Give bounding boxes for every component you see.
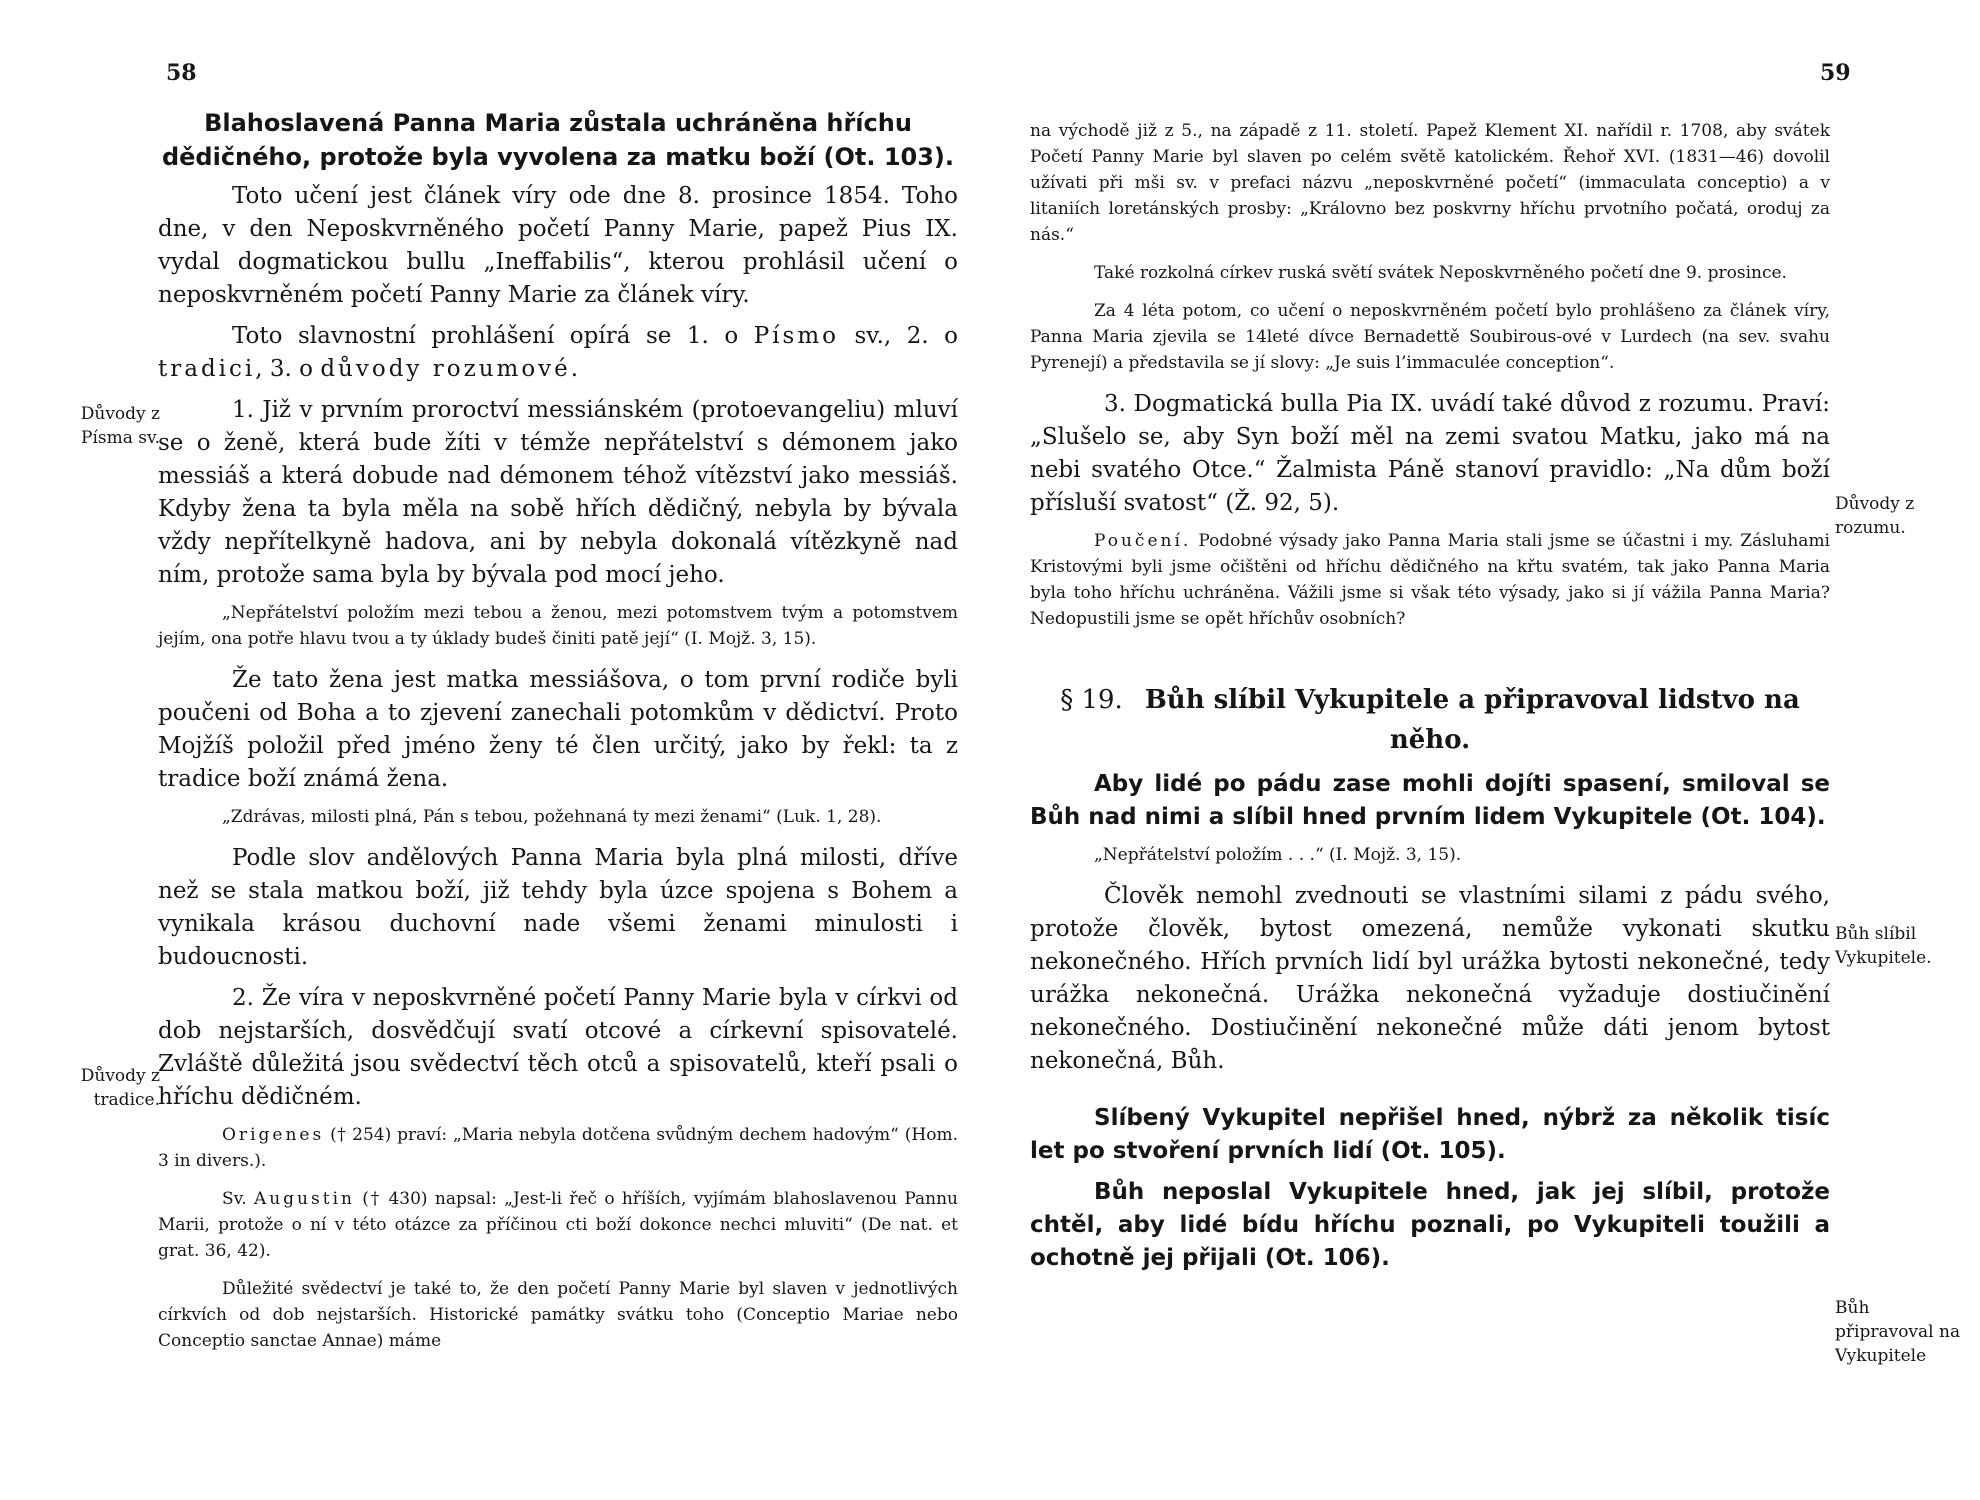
margin-note-tradice: Důvody z tradice. (80, 1066, 160, 1110)
paragraph: Že tato žena jest matka messiášova, o tom první rodiče byli poučeni od Boha a to zjevení zanechali potomkům v dědictví. Proto Mojžíš položil před jméno ženy té člen určitý, jako by řekl: ta z tradice boží známá žena. (158, 667, 958, 792)
page-number: 58 (166, 60, 197, 86)
text-run: († 254) praví: „Maria nebyla dotčena svůdným dechem hadovým“ (Hom. 3 in divers.). (158, 1125, 958, 1171)
paragraph-small: na východě již z 5., na západě z 11. století. Papež Klement XI. nařídil r. 1708, aby svátek Početí Panny Marie byl slaven po celém světě katolickém. Řehoř XVI. (1831—46) dovolil užívati při mši sv. v prefaci názvu „neposkvrněné početí“ (immaculata conceptio) a v litaniích loretánských prosby: „Královno bez poskvrny hříchu prvotního počatá, oroduj za nás.“ (1030, 121, 1830, 245)
paragraph: 2. Že víra v neposkvrněné početí Panny Marie byla v církvi od dob nejstarších, dosvědčují svatí otcové a církevní spisovatelé. Zvláště důležitá jsou svědectví těch otců a spisovatelů, kteří psali o hříchu dědičném. (158, 985, 958, 1110)
right-page (990, 0, 1980, 1500)
paragraph (158, 320, 958, 386)
paragraph-small: Za 4 léta potom, co učení o neposkvrněném početí bylo prohlášeno za článek víry, Panna Maria zjevila se 14leté dívce Bernadettě Soubirous-ové v Lurdech (na sev. svahu Pyrenejí) a představila se jí slovy: „Je suis l’immaculée conception“. (1030, 301, 1830, 373)
bold-statement: Bůh neposlal Vykupitele hned, jak jej slíbil, protože chtěl, aby lidé bídu hříchu poznali, po Vykupiteli toužili a ochotně jej přijali (Ot. 106). (1030, 1179, 1830, 1271)
section-number: § 19. (1060, 685, 1123, 715)
bold-statement: Aby lidé po pádu zase mohli dojíti spasení, smiloval se Bůh nad nimi a slíbil hned prvním lidem Vykupitele (Ot. 104). (1030, 771, 1830, 830)
emphasis-text: důvody rozumové (320, 356, 571, 382)
quotation: „Nepřátelství položím . . .“ (I. Mojž. 3, 15). (1094, 845, 1462, 865)
paragraph-small: Také rozkolná církev ruská světí svátek Neposkvrněného početí dne 9. prosince. (1094, 263, 1787, 283)
bold-statement: Slíbený Vykupitel nepřišel hned, nýbrž za několik tisíc let po stvoření prvních lidí (Ot. 105). (1030, 1105, 1830, 1164)
page-number: 59 (1820, 60, 1851, 86)
text-run: Toto slavnostní prohlášení opírá se 1. o (232, 323, 754, 349)
paragraph: Toto učení jest článek víry ode dne 8. prosince 1854. Toho dne, v den Neposkvrněného početí Panny Marie, papež Pius IX. vydal dogmatickou bullu „Ineffabilis“, kterou prohlásil učení o neposkvrněném početí Panny Marie za článek víry. (158, 183, 958, 308)
quotation (158, 1122, 958, 1174)
margin-note-pripravoval: Bůh připravoval na Vykupitele (1835, 1298, 1961, 1366)
paragraph: 1. Již v prvním proroctví messiánském (protoevangeliu) mluví se o ženě, která bude žíti v témže nepřátelství s démonem jako messiáš a která dobude nad démonem téhož vítězství jako messiáš. Kdyby žena ta byla měla na sobě hřích dědičný, nebyla by bývala vždy nepřítelkyně hadova, ani by nebyla dokonalá vítězkyně nad ním, protože sama byla by bývala pod mocí jeho. (158, 397, 958, 588)
paragraph: 3. Dogmatická bulla Pia IX. uvádí také důvod z rozumu. Praví: „Slušelo se, aby Syn boží měl na zemi svatou Matku, jako má na nebi svatého Otce.“ Žalmista Páně stanoví pravidlo: „Na dům boží přísluší svatost“ (Ž. 92, 5). (1030, 391, 1830, 516)
text-run: sv., 2. o (838, 323, 958, 349)
paragraph-small (1030, 528, 1830, 632)
quotation: „Zdrávas, milosti plná, Pán s tebou, požehnaná ty mezi ženami“ (Luk. 1, 28). (222, 807, 882, 827)
section-heading: Blahoslavená Panna Maria zůstala uchráněna hříchu dědičného, protože byla vyvolena za matku boží (Ot. 103). (161, 109, 955, 171)
emphasis-text: Poučení. (1094, 531, 1192, 551)
section-title (1030, 680, 1830, 760)
paragraph-small: Důležité svědectví je také to, že den početí Panny Marie byl slaven v jednotlivých církvích od dob nejstarších. Historické památky svátku toho (Conceptio Mariae nebo Conceptio sanctae Annae) máme (158, 1279, 958, 1351)
quotation: „Nepřátelství položím mezi tebou a ženou, mezi potomstvem tvým a potomstvem jejím, ona potře hlavu tvou a ty úklady budeš činiti patě její“ (I. Mojž. 3, 15). (158, 603, 958, 649)
text-run: , 3. o (255, 356, 321, 382)
text-run: . (570, 356, 579, 382)
right-text-column (1030, 118, 1830, 1283)
section-title-text: Bůh slíbil Vykupitele a připravoval lidstvo na něho. (1144, 685, 1800, 755)
margin-note-slibil: Bůh slíbil Vykupitele. (1835, 924, 1932, 968)
spacer (1030, 1086, 1830, 1102)
margin-note-pismo: Důvody z Písma sv. (80, 404, 160, 448)
emphasis-text: tradici (158, 356, 256, 382)
paragraph: Podle slov andělových Panna Maria byla plná milosti, dříve než se stala matkou boží, již tehdy byla úzce spojena s Bohem a vynikala krásou duchovní nade všemi ženami minulosti i budoucnosti. (158, 845, 958, 970)
text-run: Podobné výsady jako Panna Maria stali jsme se účastni i my. Zásluhami Kristovými byli jsme očištěni od hříchu dědičného na křtu svatém, tak jako Panna Maria byla toho hříchu uchráněna. Vážili jsme si však této výsady, jako si jí vážila Panna Maria? Nedopustili jsme se opět hříchův osobních? (1030, 531, 1830, 629)
paragraph: Člověk nemohl zvednouti se vlastními silami z pádu svého, protože člověk, bytost omezená, nemůže vykonati skutku nekonečného. Hřích prvních lidí byl urážka bytosti nekonečné, tedy urážka nekonečná. Urážka nekonečná vyžaduje dostiučinění nekonečného. Dostiučinění nekonečné může dáti jenom bytost nekonečná, Bůh. (1030, 883, 1830, 1074)
text-run: († 430) napsal: „Jest-li řeč o hříších, vyjímám blahoslavenou Pannu Marii, protože o ní v této otázce za příčinou cti boží dokonce nechci mluviti“ (De nat. et grat. 36, 42). (158, 1189, 958, 1261)
text-run: Sv. (222, 1189, 254, 1209)
left-text-column (158, 106, 958, 1366)
margin-note-rozumu: Důvody z rozumu. (1835, 494, 1915, 538)
author-name: Origenes (222, 1125, 325, 1145)
quotation (158, 1186, 958, 1264)
emphasis-text: Písmo (753, 323, 839, 349)
author-name: Augustin (253, 1189, 355, 1209)
